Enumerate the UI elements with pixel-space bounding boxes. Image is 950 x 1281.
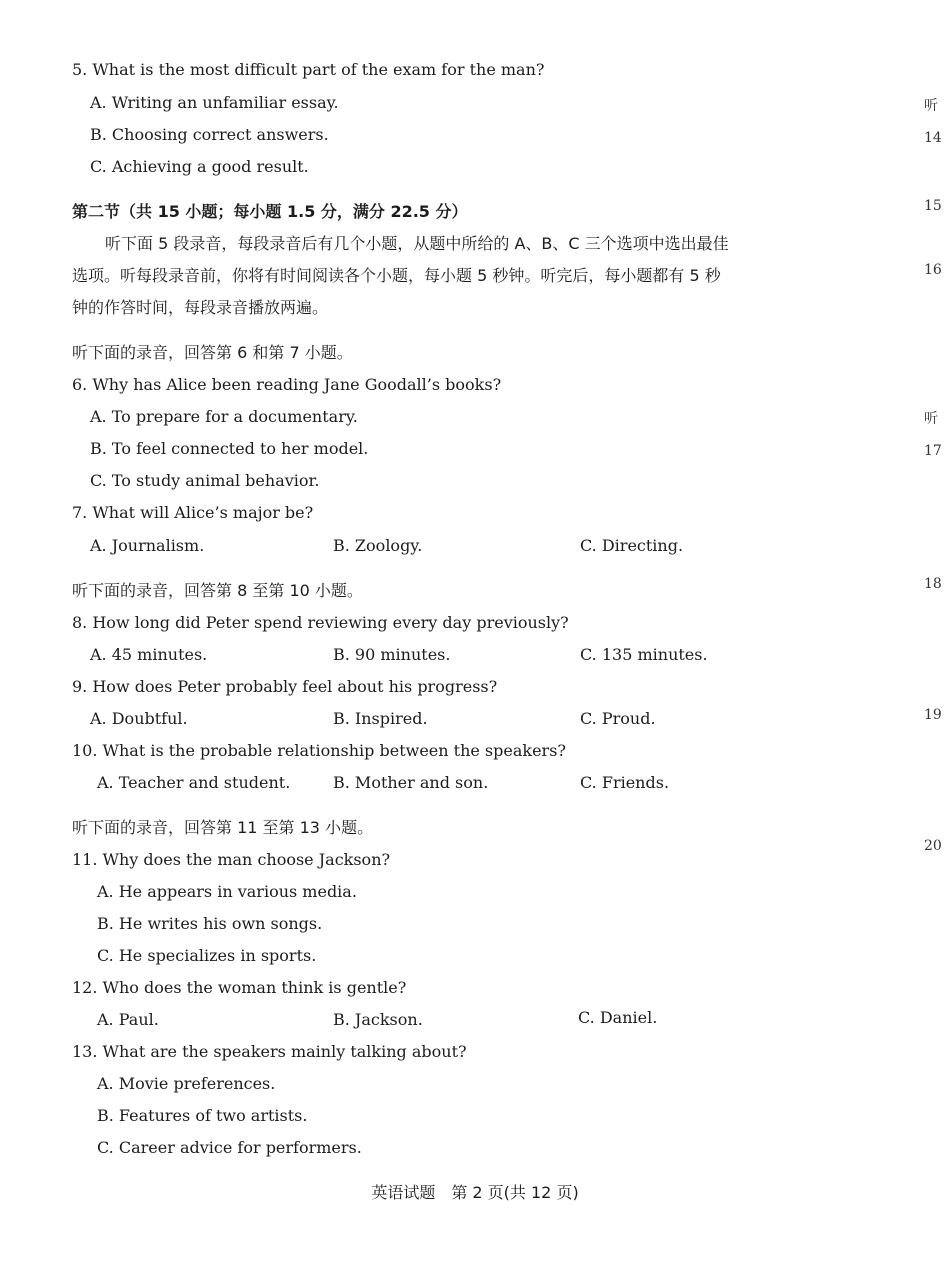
- q12-option-c: C. Daniel.: [578, 1008, 658, 1027]
- q5-option-a: A. Writing an unfamiliar essay.: [90, 93, 339, 112]
- q13-option-a: A. Movie preferences.: [97, 1074, 276, 1093]
- section-2-instructions-line-1: 听下面 5 段录音，每段录音后有几个小题，从题中所给的 A、B、C 三个选项中选出最佳: [105, 234, 729, 253]
- q13-option-b: B. Features of two artists.: [97, 1106, 308, 1125]
- edge-fragment: 15: [924, 198, 942, 214]
- q10-option-a: A. Teacher and student.: [97, 773, 291, 792]
- q10-option-c: C. Friends.: [580, 773, 670, 792]
- question-8: 8. How long did Peter spend reviewing every day previously?: [72, 613, 569, 632]
- question-6: 6. Why has Alice been reading Jane Goodall’s books?: [72, 375, 502, 394]
- q8-option-a: A. 45 minutes.: [90, 645, 208, 664]
- q9-option-b: B. Inspired.: [333, 709, 428, 728]
- page-footer: 英语试题 第 2 页(共 12 页): [371, 1183, 579, 1202]
- q11-option-b: B. He writes his own songs.: [97, 914, 323, 933]
- q12-option-b: B. Jackson.: [333, 1010, 423, 1029]
- edge-fragment: 听: [924, 98, 938, 114]
- question-7: 7. What will Alice’s major be?: [72, 503, 314, 522]
- group-3-prompt: 听下面的录音，回答第 11 至第 13 小题。: [72, 818, 374, 837]
- q12-option-a: A. Paul.: [97, 1010, 159, 1029]
- q7-option-a: A. Journalism.: [90, 536, 205, 555]
- q7-option-c: C. Directing.: [580, 536, 684, 555]
- edge-fragment: 18: [924, 576, 942, 592]
- question-5: 5. What is the most difficult part of the exam for the man?: [72, 60, 545, 79]
- question-13: 13. What are the speakers mainly talking about?: [72, 1042, 467, 1061]
- q6-option-c: C. To study animal behavior.: [90, 471, 320, 490]
- edge-fragment: 20: [924, 838, 942, 854]
- edge-fragment: 听: [924, 411, 938, 427]
- q9-option-c: C. Proud.: [580, 709, 656, 728]
- section-2-instructions-line-2: 选项。听每段录音前，你将有时间阅读各个小题，每小题 5 秒钟。听完后，每小题都有 5 秒: [72, 266, 721, 285]
- section-2-heading: 第二节（共 15 小题；每小题 1.5 分，满分 22.5 分）: [72, 202, 468, 221]
- q11-option-a: A. He appears in various media.: [97, 882, 357, 901]
- edge-fragment: 17: [924, 443, 942, 459]
- q11-option-c: C. He specializes in sports.: [97, 946, 317, 965]
- q5-option-c: C. Achieving a good result.: [90, 157, 309, 176]
- q6-option-b: B. To feel connected to her model.: [90, 439, 369, 458]
- q5-option-b: B. Choosing correct answers.: [90, 125, 329, 144]
- q9-option-a: A. Doubtful.: [90, 709, 188, 728]
- q8-option-b: B. 90 minutes.: [333, 645, 451, 664]
- group-1-prompt: 听下面的录音，回答第 6 和第 7 小题。: [72, 343, 353, 362]
- edge-fragment: 14: [924, 130, 942, 146]
- q6-option-a: A. To prepare for a documentary.: [90, 407, 358, 426]
- question-11: 11. Why does the man choose Jackson?: [72, 850, 391, 869]
- group-2-prompt: 听下面的录音，回答第 8 至第 10 小题。: [72, 581, 363, 600]
- q8-option-c: C. 135 minutes.: [580, 645, 708, 664]
- question-10: 10. What is the probable relationship between the speakers?: [72, 741, 566, 760]
- q10-option-b: B. Mother and son.: [333, 773, 489, 792]
- q7-option-b: B. Zoology.: [333, 536, 423, 555]
- edge-fragment: 16: [924, 262, 942, 278]
- question-9: 9. How does Peter probably feel about his progress?: [72, 677, 498, 696]
- section-2-instructions-line-3: 钟的作答时间，每段录音播放两遍。: [72, 298, 329, 317]
- edge-fragment: 19: [924, 707, 942, 723]
- question-12: 12. Who does the woman think is gentle?: [72, 978, 407, 997]
- q13-option-c: C. Career advice for performers.: [97, 1138, 362, 1157]
